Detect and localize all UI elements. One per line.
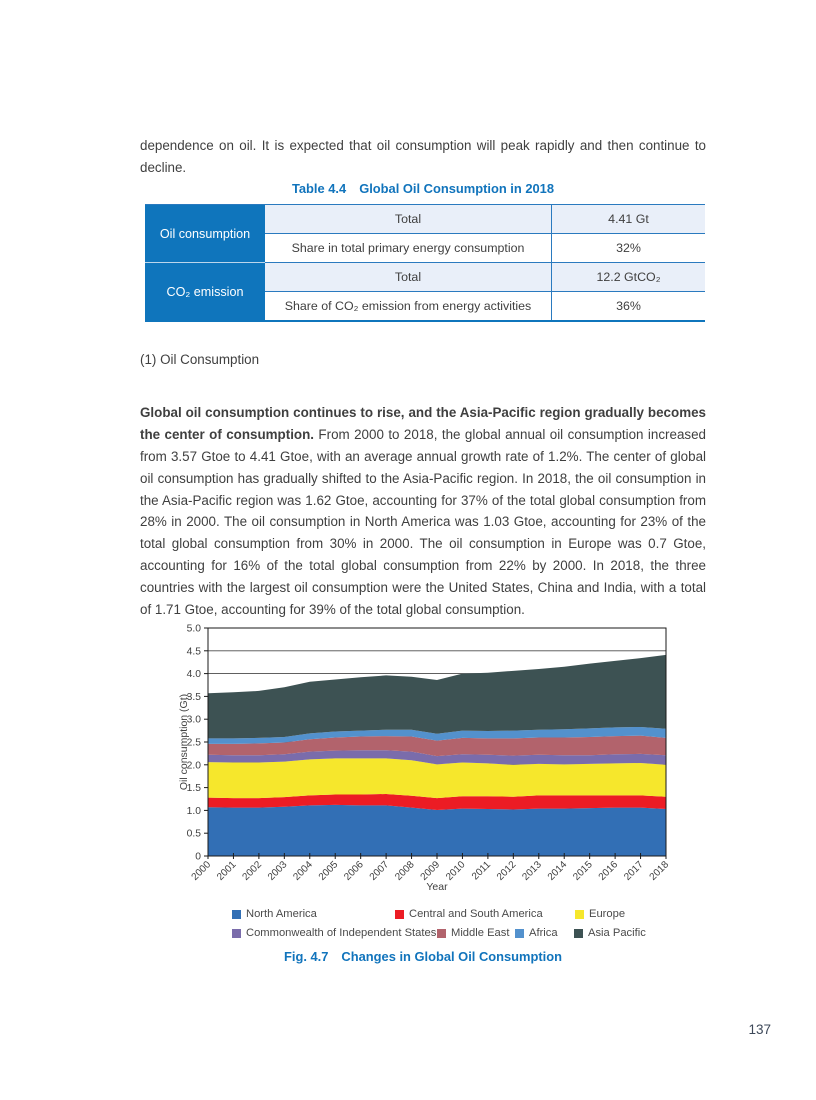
legend-item [575, 908, 625, 920]
x-tick-label: 2014 [545, 859, 570, 883]
legend-label: Asia Pacific [588, 927, 646, 939]
table-group-column [145, 205, 265, 320]
x-tick-label: 2005 [316, 859, 341, 883]
x-tick-label: 2000 [189, 859, 214, 883]
legend-label: North America [246, 908, 317, 920]
legend-item [395, 908, 543, 920]
x-axis-label: Year [426, 881, 448, 893]
legend-label: Central and South America [409, 908, 543, 920]
figure-caption [140, 949, 706, 964]
x-tick-label: 2018 [647, 859, 672, 883]
legend-swatch [574, 929, 583, 938]
x-tick-label: 2013 [520, 859, 544, 883]
table-title-text: Global Oil Consumption in 2018 [359, 181, 555, 196]
row-value: 4.41 Gt [608, 212, 649, 226]
legend-swatch [437, 929, 446, 938]
y-tick-label: 3.0 [186, 714, 201, 726]
x-tick-label: 2011 [470, 859, 494, 883]
paragraph-rest: From 2000 to 2018, the global annual oil consumption increased from 3.57 Gtoe to 4.41 Gtoe, with an average annual growth rate of 1.2%. The center of global oil consumption has gradually shifted to the Asia-Pacific region. In 2018, the oil consumption in the Asia-Pacific region was 1.62 Gtoe, accounting for 37% of the total global consumption from 28% in 2000. The oil consumption in North America was 1.03 Gtoe, accounting for 23% of the total global consumption from 30% in 2000. The oil consumption in Europe was 0.7 Gtoe, accounting for 16% of the total global consumption from 22% by 2000. In 2018, the three countries with the largest oil consumption were the United States, China and India, with a total of 1.71 Gtoe, accounting for 39% of the total global consumption. [140, 427, 706, 617]
legend-item [515, 927, 558, 939]
paragraph-lead: Global oil consumption continues to rise, and the Asia-Pacific region gradually becomes the center of consumption. [140, 405, 706, 443]
legend-label: Commonwealth of Independent States [246, 927, 437, 939]
x-tick-label: 2010 [444, 859, 468, 883]
legend-label: Africa [529, 927, 558, 939]
legend-item [437, 927, 509, 939]
figure-number: Fig. 4.7 [284, 949, 329, 964]
y-tick-label: 5.0 [186, 623, 201, 635]
area-north-america [208, 805, 666, 856]
legend-swatch [232, 929, 241, 938]
row-label: Share of CO₂ emission from energy activities [265, 292, 552, 320]
figure-caption-text: Changes in Global Oil Consumption [341, 949, 562, 964]
oil-consumption-chart [175, 616, 685, 908]
y-tick-label: 3.5 [186, 691, 201, 703]
row-label: Share in total primary energy consumption [265, 234, 552, 262]
x-tick-label: 2002 [240, 859, 265, 883]
stacked-area-chart [175, 616, 685, 908]
y-axis-label: Oil consumption (Gt) [178, 693, 190, 791]
legend-swatch [232, 910, 241, 919]
y-tick-label: 0.5 [186, 828, 201, 840]
x-tick-label: 2012 [494, 859, 519, 883]
y-tick-label: 1.0 [186, 805, 201, 817]
table-row [265, 292, 705, 320]
page-number: 137 [748, 1022, 771, 1037]
y-tick-label: 1.5 [186, 783, 201, 795]
legend-swatch [395, 910, 404, 919]
x-tick-label: 2007 [367, 859, 392, 883]
legend-label: Europe [589, 908, 626, 920]
x-tick-label: 2008 [393, 859, 417, 883]
x-tick-label: 2001 [215, 859, 239, 883]
intro-paragraph: dependence on oil. It is expected that oil consumption will peak rapidly and then continue to decline. [140, 138, 706, 176]
table-title [140, 181, 706, 196]
y-tick-label: 2.5 [186, 737, 201, 749]
legend-swatch [515, 929, 524, 938]
section-heading: (1) Oil Consumption [140, 352, 260, 367]
y-tick-label: 2.0 [186, 760, 201, 772]
table-number: Table 4.4 [291, 181, 347, 196]
x-tick-label: 2006 [342, 859, 366, 883]
x-tick-label: 2003 [265, 859, 290, 883]
legend-swatch [575, 910, 584, 919]
table-group-co2-emission: CO₂ emission [145, 263, 265, 320]
legend-item [232, 927, 436, 939]
x-tick-label: 2009 [418, 859, 443, 883]
x-tick-label: 2015 [571, 859, 595, 883]
row-value: 12.2 GtCO₂ [596, 270, 661, 284]
table-row [265, 205, 705, 234]
legend-item [232, 908, 317, 920]
table-group-oil-consumption: Oil consumption [145, 205, 265, 263]
table-rows [265, 205, 705, 320]
x-tick-label: 2016 [596, 859, 621, 883]
y-tick-label: 0 [195, 851, 201, 863]
y-tick-label: 4.5 [186, 646, 201, 658]
table-row [265, 263, 705, 292]
row-label: Total [265, 263, 552, 291]
x-tick-label: 2017 [622, 859, 646, 883]
area-asia-pacific [208, 655, 666, 738]
table-row [265, 234, 705, 263]
row-value: 36% [616, 299, 641, 313]
row-value: 32% [616, 241, 641, 255]
y-tick-label: 4.0 [186, 669, 201, 681]
body-paragraph [140, 402, 706, 620]
legend-item [574, 927, 646, 939]
x-tick-label: 2004 [291, 859, 315, 883]
oil-consumption-table [145, 204, 705, 322]
area-europe [208, 758, 666, 798]
legend-label: Middle East [451, 927, 510, 939]
chart-legend [224, 906, 696, 948]
row-label: Total [265, 205, 552, 233]
